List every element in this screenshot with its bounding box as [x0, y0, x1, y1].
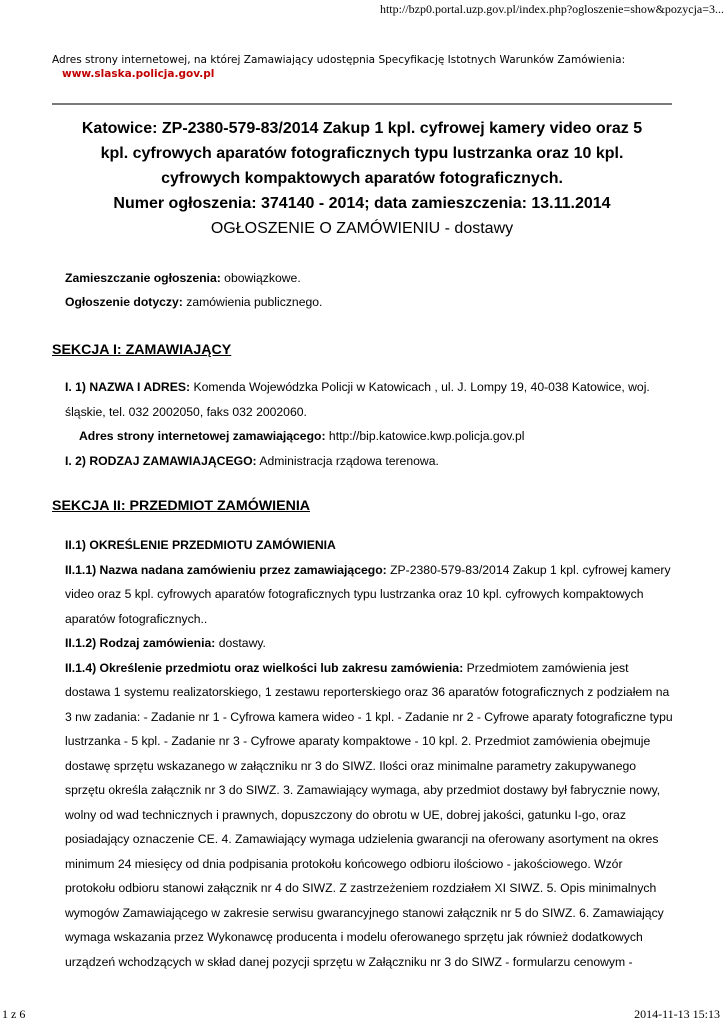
contracting-authority-name: [65, 375, 673, 424]
title-line: Katowice: ZP-2380-579-83/2014 Zakup 1 kpl. cyfrowej kamery video oraz 5: [81, 120, 643, 137]
description-line: lustrzanka - 5 kpl. - Zadanie nr 3 - Cyfrowe aparaty kompaktowe - 10 kpl. 2. Przedmiot zamówienia obejmuje: [65, 734, 651, 748]
order-name-line: aparatów fotograficznych..: [65, 611, 208, 626]
section-1-body: [65, 375, 673, 473]
description-line: wymaga wskazania przez Wykonawcę producenta i modelu oferowanego sprzętu jak również dodatkowych: [65, 930, 643, 944]
description-line: minimum 24 miesięcy od dnia podpisania protokołu końcowego odbioru ilościowo - jakościowego. Wzór: [65, 856, 623, 871]
order-description-label: II.1.4) Określenie przedmiotu oraz wielkości lub zakresu zamówienia:: [65, 660, 464, 675]
order-kind: [65, 631, 673, 656]
authority-website: [65, 424, 673, 449]
print-datetime: 2014-11-13 15:13: [634, 1007, 720, 1021]
concerns-row: [65, 290, 685, 314]
section-1-heading: SEKCJA I: ZAMAWIAJĄCY: [52, 342, 232, 358]
order-name: [65, 558, 673, 632]
description-line: dostawa 1 systemu realizatorskiego, 1 zestawu reporterskiego oraz 36 aparatów fotograficznych z podziałem na: [65, 685, 670, 699]
placement-label: Zamieszczanie ogłoszenia:: [65, 271, 221, 285]
name-line: Komenda Wojewódzka Policji w Katowicach , ul. J. Lompy 19, 40-038 Katowice, woj.: [193, 380, 650, 394]
section-2-heading: SEKCJA II: PRZEDMIOT ZAMÓWIENIA: [52, 498, 311, 514]
siwz-notice-text: Adres strony internetowej, na której Zamawiający udostępnia Specyfikację Istotnych Warunków Zamówienia:: [52, 54, 626, 66]
description-line: protokołu odbioru stanowi załącznik nr 4 do SIWZ. Z zastrzeżeniem rozdziałem XI SIWZ. 5. Opis minimalnych: [65, 881, 657, 895]
siwz-notice: [52, 53, 692, 81]
order-kind-value: dostawy.: [218, 636, 266, 650]
placement-row: [65, 266, 685, 290]
print-header-url: http://bzp0.portal.uzp.gov.pl/index.php?ogloszenie=show&pozycja=3...: [379, 2, 724, 16]
page-counter: 1 z 6: [2, 1007, 26, 1021]
order-description: [65, 656, 673, 975]
title-line: cyfrowych kompaktowych aparatów fotograficznych.: [161, 170, 563, 187]
document-subtitle: OGŁOSZENIE O ZAMÓWIENIU - dostawy: [210, 220, 514, 237]
website-label: Adres strony internetowej zamawiającego:: [79, 429, 326, 443]
name-line: śląskie, tel. 032 2002050, faks 032 2002060.: [65, 404, 307, 419]
order-name-line: ZP-2380-579-83/2014 Zakup 1 kpl. cyfrowej kamery: [390, 562, 671, 577]
description-line: wolny od wad technicznych i prawnych, dopuszczony do obrotu w UE, dobrej jakości, gatunku I-go, oraz: [65, 807, 626, 822]
order-name-label: II.1.1) Nazwa nadana zamówieniu przez zamawiającego:: [65, 562, 387, 577]
order-name-line: video oraz 5 kpl. cyfrowych aparatów fotograficznych typu lustrzanka oraz 10 kpl. cyfrowych kompaktowych: [65, 587, 644, 601]
announcement-meta: [65, 266, 685, 314]
document-title: [52, 116, 672, 216]
announcement-number: Numer ogłoszenia: 374140 - 2014; data zamieszczenia: 13.11.2014: [113, 195, 611, 212]
name-label: I. 1) NAZWA I ADRES:: [65, 380, 191, 394]
description-line: posiadający oznaczenie CE. 4. Zamawiający wymaga udzielenia gwarancji na oferowany asortyment na okres: [65, 832, 659, 846]
website-value[interactable]: http://bip.katowice.kwp.policja.gov.pl: [328, 429, 525, 443]
type-value: Administracja rządowa terenowa.: [259, 453, 439, 468]
header-divider: [52, 103, 672, 105]
authority-type: [65, 449, 673, 474]
section-2-body: [65, 533, 673, 974]
description-line: 3 nw zadania: - Zadanie nr 1 - Cyfrowa kamera wideo - 1 kpl. - Zadanie nr 2 - Cyfrowe aparaty fotograficzne typu: [65, 709, 673, 724]
subject-subheading: II.1) OKREŚLENIE PRZEDMIOTU ZAMÓWIENIA: [65, 538, 336, 552]
order-kind-label: II.1.2) Rodzaj zamówienia:: [65, 636, 216, 650]
title-line: kpl. cyfrowych aparatów fotograficznych typu lustrzanka oraz 10 kpl.: [100, 145, 624, 162]
siwz-notice-link[interactable]: www.slaska.policja.gov.pl: [62, 68, 215, 80]
type-label: I. 2) RODZAJ ZAMAWIAJĄCEGO:: [65, 453, 257, 468]
placement-value: obowiązkowe.: [224, 271, 301, 285]
concerns-label: Ogłoszenie dotyczy:: [65, 295, 183, 309]
description-line: sprzętu określa załącznik nr 3 do SIWZ. 3. Zamawiający wymaga, aby przedmiot dostawy był fabrycznie nowy,: [65, 783, 661, 797]
description-line: Przedmiotem zamówienia jest: [466, 660, 629, 675]
description-line: dostawę sprzętu wskazanego w załączniku nr 3 do SIWZ. Ilości oraz minimalne parametry zakupywanego: [65, 758, 637, 773]
description-line: urządzeń wchodzących w skład danej pozycji sprzętu w Załączniku nr 3 do SIWZ - formularzu cenowym -: [65, 954, 633, 969]
concerns-value: zamówienia publicznego.: [186, 295, 323, 309]
description-line: wymogów Zamawiającego w zakresie serwisu gwarancyjnego stanowi załącznik nr 5 do SIWZ. 6. Zamawiający: [65, 905, 664, 920]
